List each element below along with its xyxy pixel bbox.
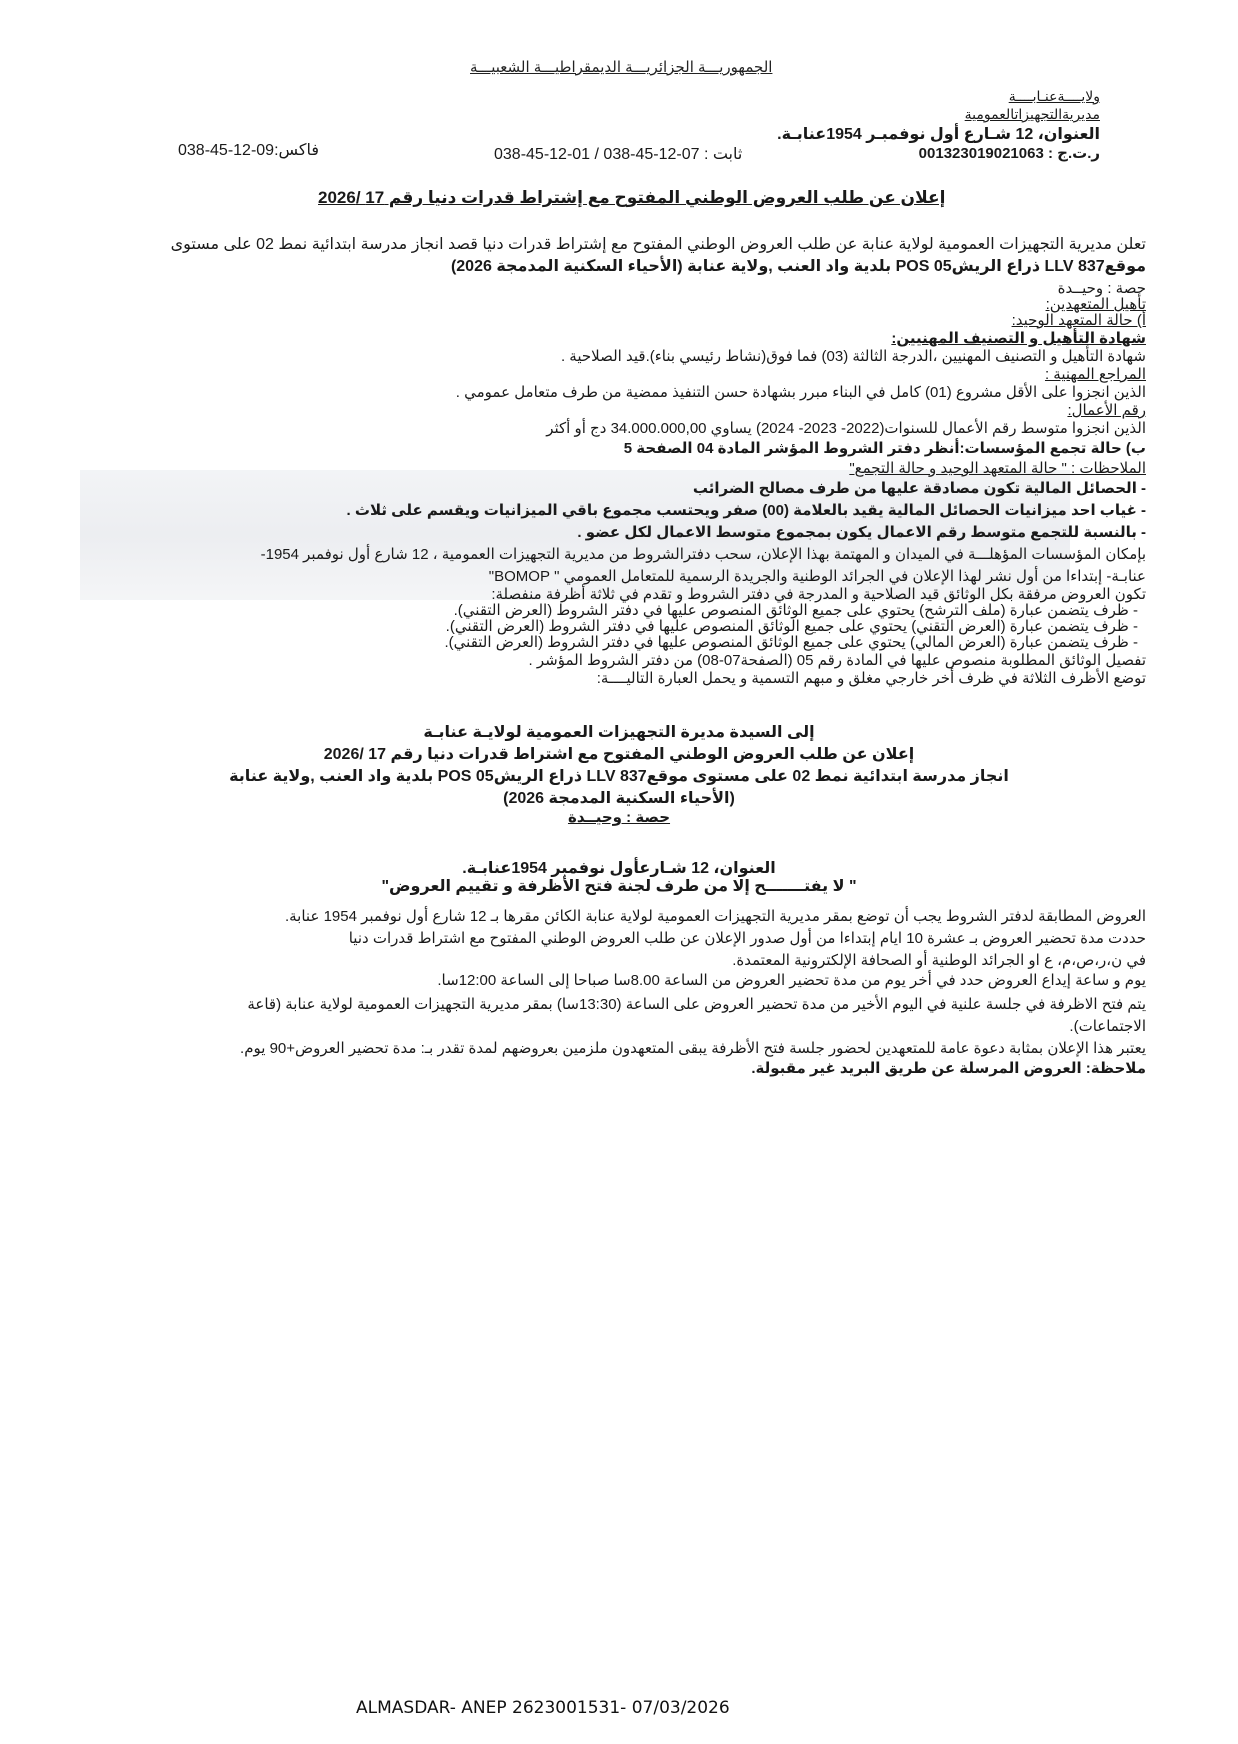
envelope-project: انجاز مدرسة ابتدائية نمط 02 على مستوى موقع837 LLV ذراع الريش05 POS بلدية واد العنب ,ولاية عنابة [229, 768, 1009, 785]
references-text: الذين انجزوا على الأقل مشروع (01) كامل في البناء مبرر بشهادة حسن التنفيذ ممضية من طرف متعامل عمومي . [455, 384, 1146, 401]
envelope-lot: حصة : وحيــدة [567, 809, 671, 826]
note-item: - الحصائل المالية تكون مصادقة عليها من طرف مصالح الضرائب [692, 480, 1146, 497]
envelope-item: - ظرف يتضمن عبارة (العرض التقني) يحتوي على جميع الوثائق المنصوص عليها في دفتر الشروط (العرض التقني). [445, 618, 1138, 635]
notes-heading: الملاحظات : " حالة المتعهد الوحيد و حالة التجمع" [849, 460, 1146, 477]
closing-line: يتم فتح الاظرفة في جلسة علنية في اليوم الأخير من مدة تحضير العروض على الساعة (13:30سا) بمقر مديرية التجهيزات العمومية لولاية عنابة (قاعة [247, 996, 1146, 1013]
closing-line: يعتبر هذا الإعلان بمثابة دعوة عامة للمتعهدين لحضور جلسة فتح الأظرفة يبقى المتعهدون ملزمين بعروضهم لمدة تقدر بـ: مدة تحضير العروض+90 يوم. [240, 1040, 1146, 1057]
directorate-label: مديريةالتجهيزاتالعمومية [964, 106, 1100, 122]
closing-line: يوم و ساعة إيداع العروض حدد في أخر يوم من مدة تحضير العروض من الساعة 8.00سا صباحا إلى الساعة 12:00سا. [437, 972, 1146, 989]
turnover-text: الذين انجزوا متوسط رقم الأعمال للسنوات(2022- 2023- 2024) يساوي 34.000.000,00 دج أو أكثر [546, 420, 1146, 437]
certification-text: شهادة التأهيل و التصنيف المهنيين ،الدرجة الثالثة (03) فما فوق(نشاط رئيسي بناء).قيد الصلاحية . [560, 348, 1146, 365]
envelope-project-2: (الأحياء السكنية المدمجة 2026) [503, 790, 735, 807]
envelope-item: - ظرف يتضمن عبارة (ملف الترشح) يحتوي على جميع الوثائق المنصوص عليها في دفتر الشروط (العرض التقني). [453, 602, 1138, 619]
phone-numbers: ثابت : 07-12-45-038 / 01-12-45-038 [494, 146, 743, 163]
certification-heading: شهادة التأهيل و التصنيف المهنيين: [891, 330, 1146, 347]
envelope-announcement: إعلان عن طلب العروض الوطني المفتوح مع اشتراط قدرات دنيا رقم 17 /2026 [323, 746, 915, 763]
republic-heading: الجمهوريـــة الجزائريـــة الديمقراطيـــة الشعبيـــة [470, 59, 773, 76]
envelope-warning: " لا يفتـــــــح إلا من طرف لجنة فتح الأظرفة و تقييم العروض" [381, 878, 857, 895]
address-line: العنوان، 12 شـارع أول نوفمبـر 1954عنابـة. [777, 126, 1100, 143]
closing-note: ملاحظة: العروض المرسلة عن طريق البريد غير مقبولة. [751, 1060, 1146, 1077]
intro-line-1: تعلن مديرية التجهيزات العمومية لولاية عنابة عن طلب العروض الوطني المفتوح مع إشتراط قدرات دنيا قصد انجاز مدرسة ابتدائية نمط 02 على مستوى [170, 236, 1146, 253]
procedure-line: بإمكان المؤسسات المؤهلـــة في الميدان و المهتمة بهذا الإعلان، سحب دفترالشروط من مديرية التجهيزات العمومية ، 12 شارع أول نوفمبر 1954- [260, 546, 1146, 563]
publication-reference: ALMASDAR- ANEP 2623001531- 07/03/2026 [356, 1698, 730, 1718]
envelope-item: - ظرف يتضمن عبارة (العرض المالي) يحتوي على جميع الوثائق المنصوص عليها في دفتر الشروط (العرض التقني). [444, 634, 1138, 651]
references-heading: المراجع المهنية : [1044, 366, 1146, 383]
rtj-number: ر.ت.ج : 001323019021063 [918, 145, 1100, 162]
note-item: - غياب احد ميزانيات الحصائل المالية يقيد بالعلامة (00) صفر ويحتسب مجموع باقي الميزانيات ويقسم على ثلاث . [346, 502, 1146, 519]
announcement-title: إعلان عن طلب العروض الوطني المفتوح مع إشتراط قدرات دنيا رقم 17 /2026 [318, 188, 946, 207]
procedure-line: عنابـة- إبتداءا من أول نشر لهذا الإعلان في الجرائد الوطنية والجريدة الرسمية للمتعامل العمومي " BOMOP" [488, 568, 1146, 585]
closing-line: العروض المطابقة لدفتر الشروط يجب أن توضع بمقر مديرية التجهيزات العمومية لولاية عنابة الكائن مقرها بـ 12 شارع أول نوفمبر 1954 عنابة. [284, 908, 1146, 925]
turnover-heading: رقم الأعمال: [1067, 402, 1146, 419]
lot-line: حصة : وحيــدة [1057, 280, 1146, 297]
note-item: - بالنسبة للتجمع متوسط رقم الاعمال يكون بمجموع متوسط الاعمال لكل عضو . [577, 524, 1146, 541]
envelope-recipient: إلى السيدة مديرة التجهيزات العمومية لولايـة عنابـة [423, 724, 815, 741]
closing-line: الاجتماعات). [1069, 1018, 1146, 1035]
group-text: ب) حالة تجمع المؤسسات:أنظر دفتر الشروط المؤشر المادة 04 الصفحة 5 [623, 440, 1146, 457]
procedure-line: توضع الأظرف الثلاثة في ظرف أخر خارجي مغلق و مبهم التسمية و يحمل العبارة التاليــــة: [596, 670, 1146, 687]
procedure-line: تكون العروض مرفقة بكل الوثائق قيد الصلاحية و المدرجة في دفتر الشروط و تقدم في ثلاثة أظرفة منفصلة: [491, 586, 1146, 603]
single-bidder-heading: أ) حالة المتعهد الوحيد: [1011, 312, 1146, 329]
procedure-line: تفصيل الوثائق المطلوبة منصوص عليها في المادة رقم 05 (الصفحة07-08) من دفتر الشروط المؤشر . [528, 652, 1146, 669]
fax-number: فاكس:09-12-45-038 [178, 142, 320, 159]
eligibility-heading: تأهيل المتعهدين: [1045, 296, 1146, 313]
wilaya-label: ولايــــةعنـابــــة [1008, 88, 1100, 104]
intro-line-2: موقع837 LLV ذراع الريش05 POS بلدية واد العنب ,ولاية عنابة (الأحياء السكنية المدمجة 2026) [450, 258, 1146, 275]
closing-line: حددت مدة تحضير العروض بـ عشرة 10 ايام إبتداءا من أول صدور الإعلان عن طلب العروض الوطني المفتوح مع اشتراط قدرات دنيا [348, 930, 1146, 947]
envelope-address: العنوان، 12 شـارعأول نوفمبر 1954عنابـة. [462, 860, 776, 877]
closing-line: في ن،ر،ص،م، ع او الجرائد الوطنية أو الصحافة الإلكترونية المعتمدة. [732, 952, 1146, 969]
